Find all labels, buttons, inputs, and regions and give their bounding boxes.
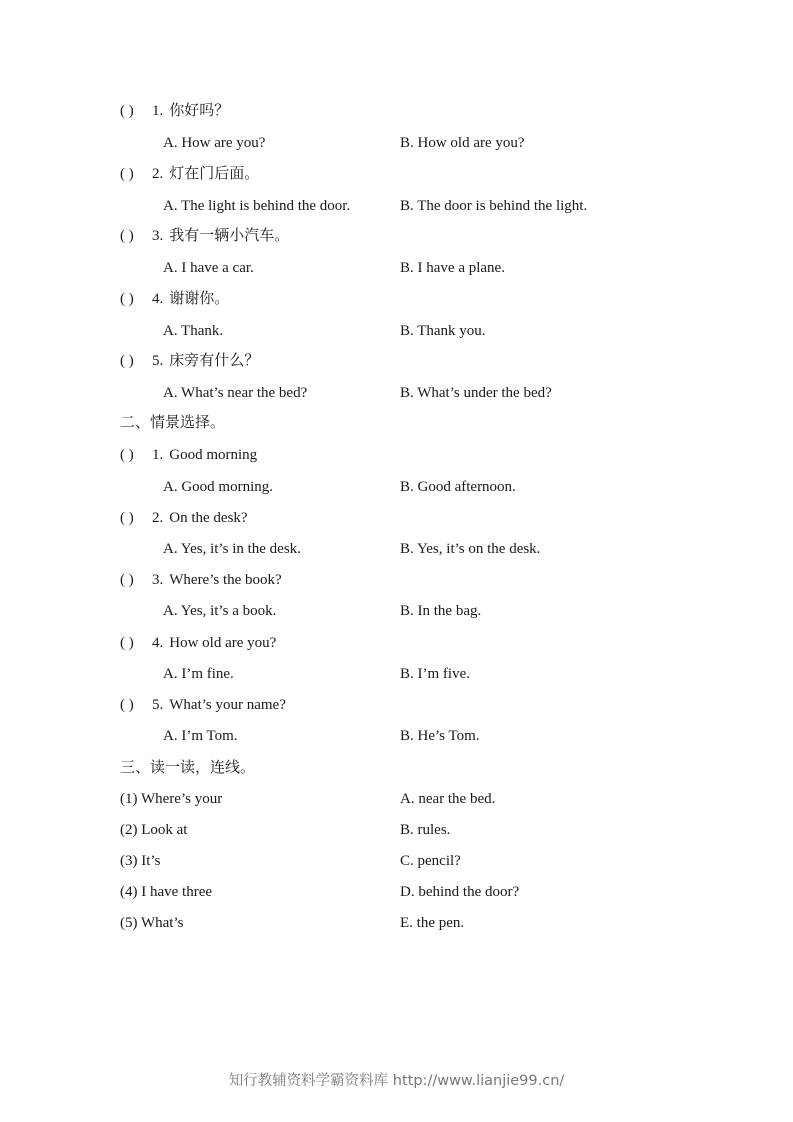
s1-q4-option-a: A. Thank. xyxy=(163,323,224,339)
question-prompt: Good morning xyxy=(169,447,258,463)
match-left-1[interactable]: (1) Where’s your xyxy=(120,791,223,807)
section-3-title: 三、读一读，连线。 xyxy=(120,760,256,776)
s2-q4-option-b: B. I’m five. xyxy=(400,666,470,682)
question-number: 4. xyxy=(152,635,164,651)
s2-q3-option-b: B. In the bag. xyxy=(400,603,482,619)
question-number: 4. xyxy=(152,291,164,307)
s1-q2-option-a: A. The light is behind the door. xyxy=(163,198,351,214)
s1-question-1 xyxy=(120,101,229,121)
s1-question-2 xyxy=(120,164,259,184)
s2-q1-option-a: A. Good morning. xyxy=(163,479,273,495)
match-right-b[interactable]: B. rules. xyxy=(400,822,451,838)
question-number: 1. xyxy=(152,103,164,119)
question-prompt: What’s your name? xyxy=(169,697,286,713)
question-number: 2. xyxy=(152,166,164,182)
s1-question-4 xyxy=(120,289,229,309)
answer-paren[interactable]: ( ) xyxy=(120,635,134,651)
answer-paren[interactable]: ( ) xyxy=(120,510,134,526)
s2-q4-option-a: A. I’m fine. xyxy=(163,666,234,682)
match-right-d[interactable]: D. behind the door? xyxy=(400,884,520,900)
s2-q1-option-b: B. Good afternoon. xyxy=(400,479,516,495)
answer-paren[interactable]: ( ) xyxy=(120,353,134,369)
answer-paren[interactable]: ( ) xyxy=(120,291,134,307)
question-number: 2. xyxy=(152,510,164,526)
question-number: 3. xyxy=(152,228,164,244)
s1-q5-option-a: A. What’s near the bed? xyxy=(163,385,308,401)
s1-q3-option-a: A. I have a car. xyxy=(163,260,254,276)
question-prompt: Where’s the book? xyxy=(169,572,282,588)
question-prompt: 谢谢你。 xyxy=(169,291,230,307)
s1-q5-option-b: B. What’s under the bed? xyxy=(400,385,552,401)
question-number: 5. xyxy=(152,697,164,713)
s2-q5-option-a: A. I’m Tom. xyxy=(163,728,238,744)
s1-question-3 xyxy=(120,226,289,246)
answer-paren[interactable]: ( ) xyxy=(120,228,134,244)
question-prompt: 灯在门后面。 xyxy=(169,166,260,182)
question-number: 5. xyxy=(152,353,164,369)
match-right-c[interactable]: C. pencil? xyxy=(400,853,461,869)
answer-paren[interactable]: ( ) xyxy=(120,697,134,713)
match-right-a[interactable]: A. near the bed. xyxy=(400,791,496,807)
match-left-3[interactable]: (3) It’s xyxy=(120,853,161,869)
s1-question-5 xyxy=(120,351,259,371)
question-prompt: How old are you? xyxy=(169,635,277,651)
s2-q5-option-b: B. He’s Tom. xyxy=(400,728,480,744)
match-left-5[interactable]: (5) What’s xyxy=(120,915,184,931)
s1-q4-option-b: B. Thank you. xyxy=(400,323,486,339)
s2-q2-option-a: A. Yes, it’s in the desk. xyxy=(163,541,301,557)
answer-paren[interactable]: ( ) xyxy=(120,572,134,588)
s2-q2-option-b: B. Yes, it’s on the desk. xyxy=(400,541,541,557)
s1-q2-option-b: B. The door is behind the light. xyxy=(400,198,588,214)
question-prompt: 床旁有什么？ xyxy=(169,353,260,369)
question-number: 1. xyxy=(152,447,164,463)
answer-paren[interactable]: ( ) xyxy=(120,447,134,463)
answer-paren[interactable]: ( ) xyxy=(120,166,134,182)
s1-q1-option-a: A. How are you? xyxy=(163,135,266,151)
match-right-e[interactable]: E. the pen. xyxy=(400,915,465,931)
s2-question-3 xyxy=(120,570,282,590)
question-number: 3. xyxy=(152,572,164,588)
answer-paren[interactable]: ( ) xyxy=(120,103,134,119)
s2-question-2 xyxy=(120,508,248,528)
match-left-4[interactable]: (4) I have three xyxy=(120,884,213,900)
s1-q3-option-b: B. I have a plane. xyxy=(400,260,505,276)
section-2-title: 二、情景选择。 xyxy=(120,415,226,431)
question-prompt: 我有一辆小汽车。 xyxy=(169,228,290,244)
s1-q1-option-b: B. How old are you? xyxy=(400,135,525,151)
footer-watermark: 知行教辅资料学霸资料库 http://www.lianjie99.cn/ xyxy=(228,1073,565,1089)
s2-q3-option-a: A. Yes, it’s a book. xyxy=(163,603,277,619)
s2-question-4 xyxy=(120,633,276,653)
match-left-2[interactable]: (2) Look at xyxy=(120,822,188,838)
s2-question-1 xyxy=(120,445,257,465)
s2-question-5 xyxy=(120,695,286,715)
question-prompt: 你好吗？ xyxy=(169,103,230,119)
question-prompt: On the desk? xyxy=(169,510,248,526)
